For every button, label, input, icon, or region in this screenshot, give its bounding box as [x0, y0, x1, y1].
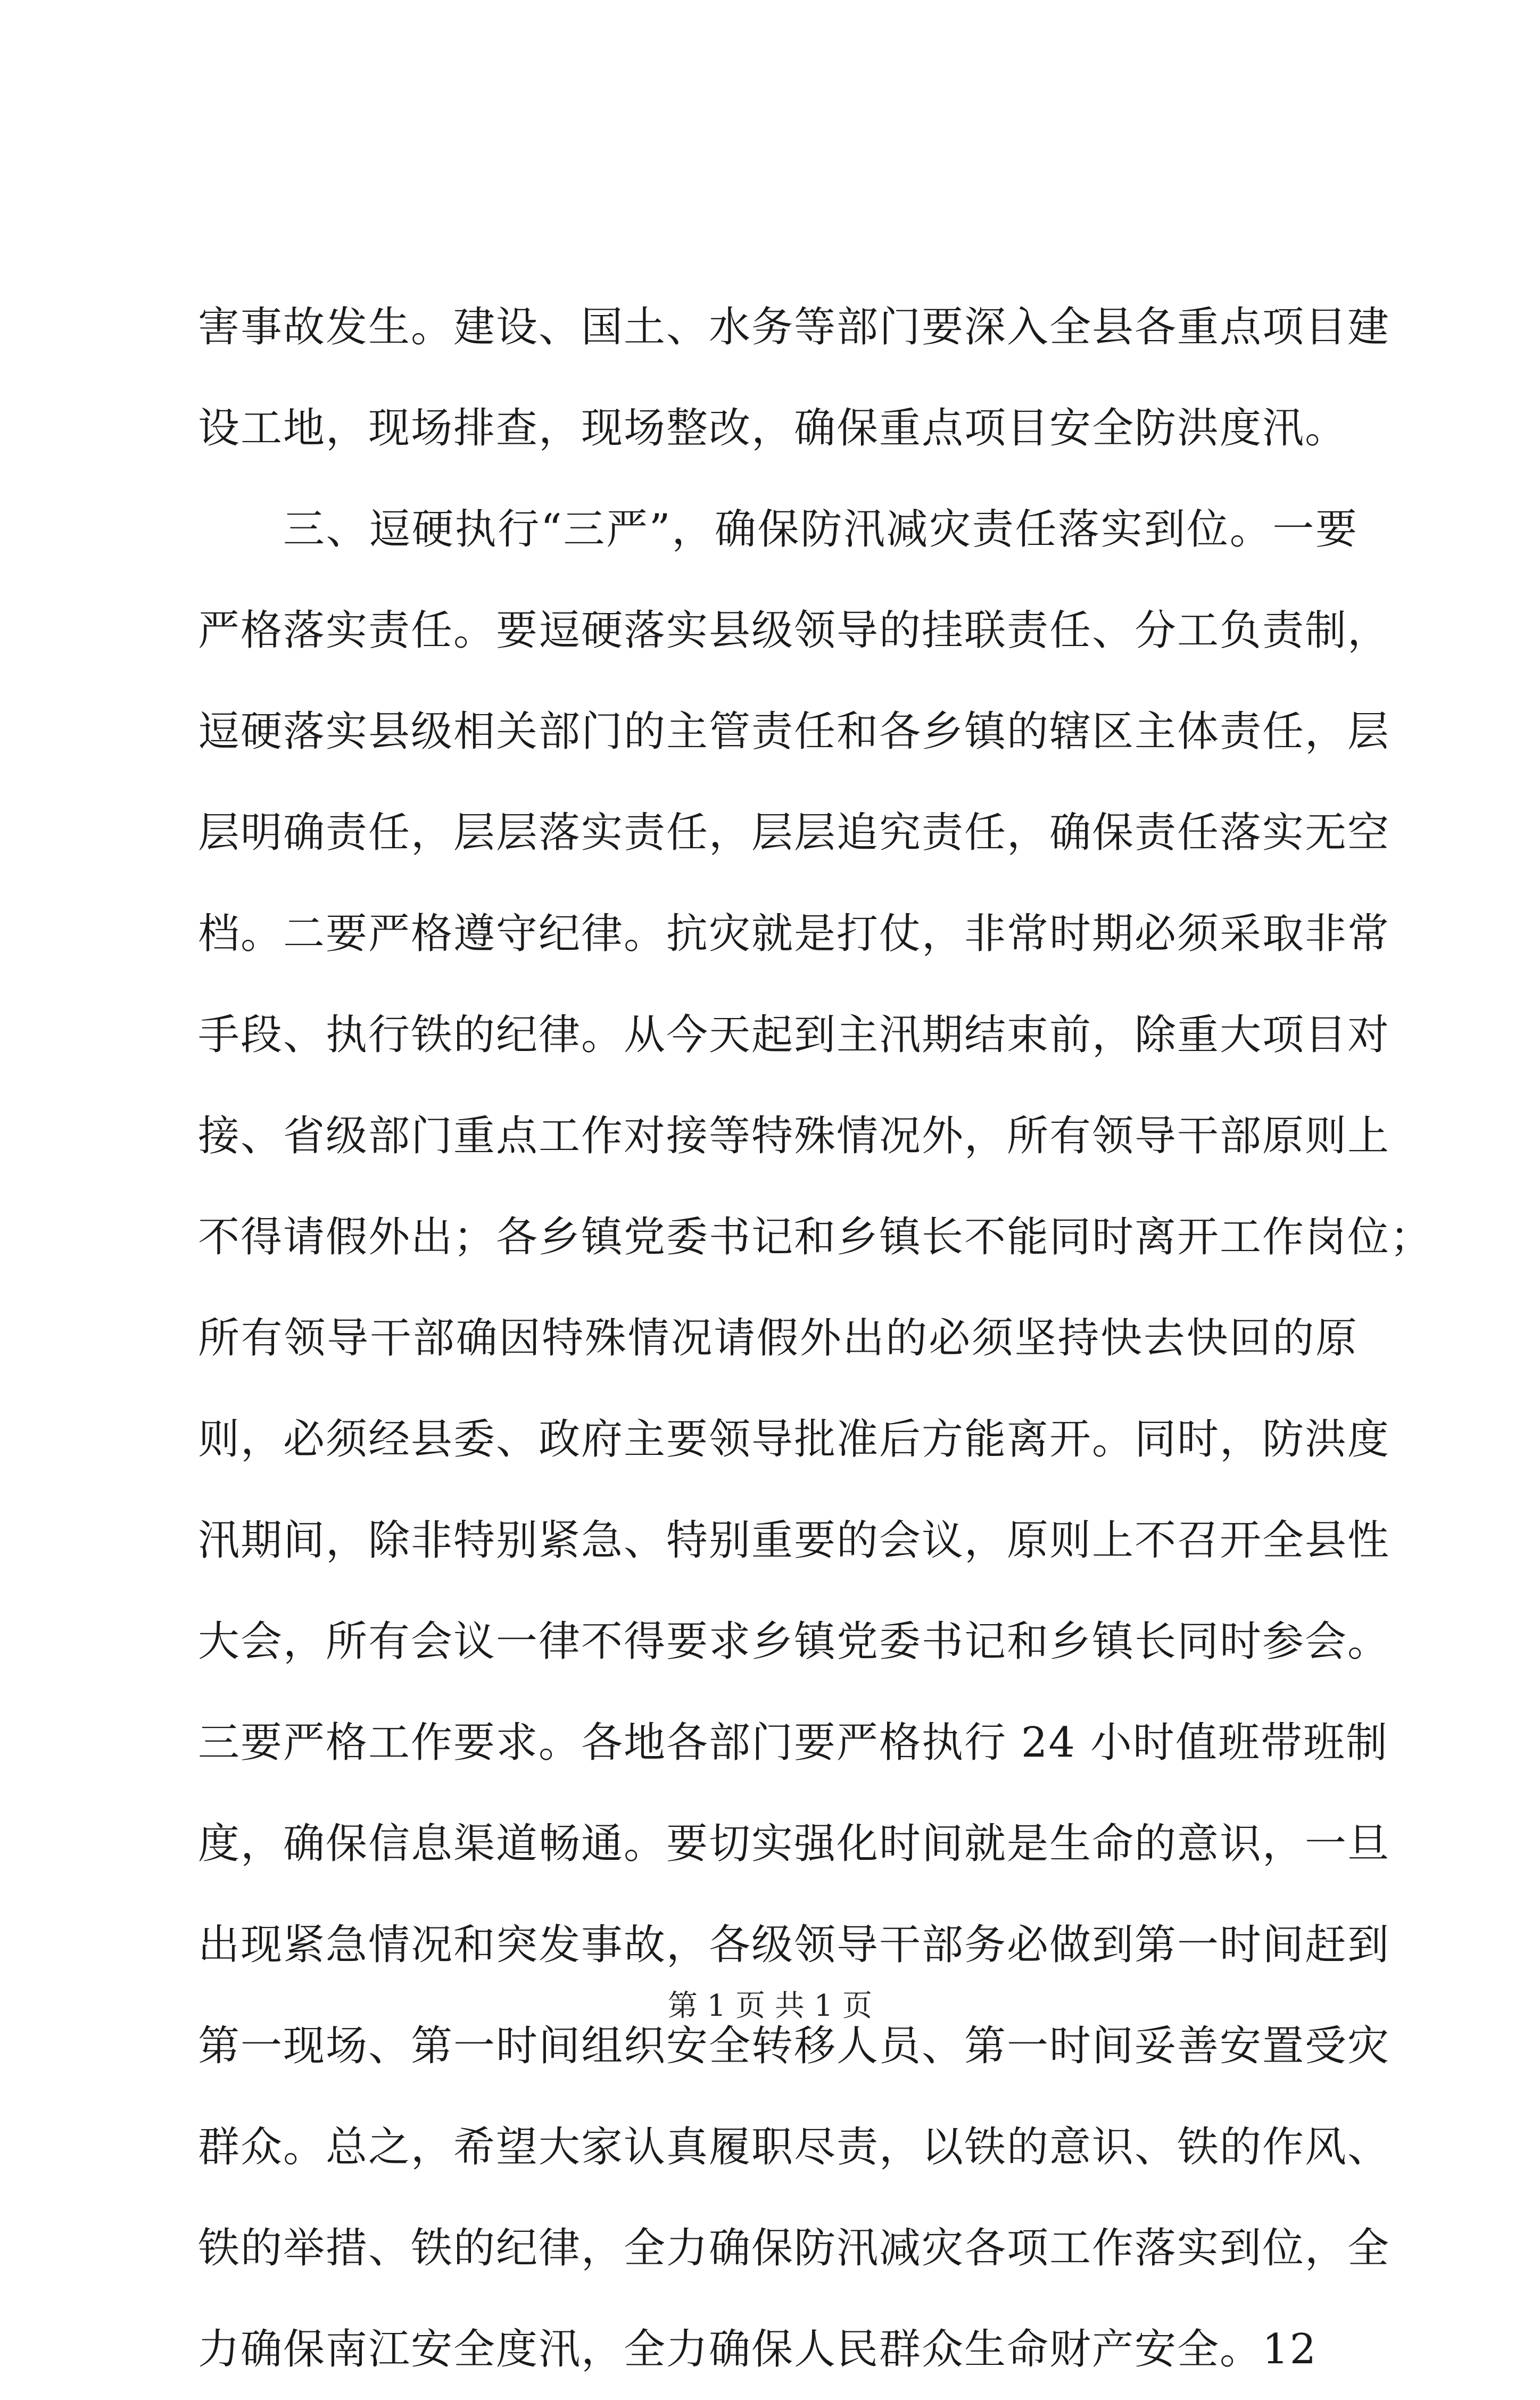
- text-line: 层明确责任，层层落实责任，层层追究责任，确保责任落实无空: [198, 809, 1390, 857]
- text-line: 接、省级部门重点工作对接等特殊情况外，所有领导干部原则上: [198, 1112, 1390, 1160]
- text-line: 三要严格工作要求。各地各部门要严格执行 24 小时值班带班制: [198, 1719, 1388, 1767]
- text-line: 群众。总之，希望大家认真履职尽责，以铁的意识、铁的作风、: [198, 2123, 1390, 2171]
- page-number-label: 第 1 页 共 1 页: [667, 1989, 873, 2023]
- text-line: 设工地，现场排查，现场整改，确保重点项目安全防洪度汛。: [198, 404, 1348, 452]
- text-line: 所有领导干部确因特殊情况请假外出的必须坚持快去快回的原: [198, 1314, 1358, 1362]
- text-line: 手段、执行铁的纪律。从今天起到主汛期结束前，除重大项目对: [198, 1011, 1390, 1059]
- text-line: 害事故发生。建设、国土、水务等部门要深入全县各重点项目建: [198, 303, 1390, 351]
- text-line: 大会，所有会议一律不得要求乡镇党委书记和乡镇长同时参会。: [198, 1618, 1390, 1666]
- text-line: 铁的举措、铁的纪律，全力确保防汛减灾各项工作落实到位，全: [198, 2224, 1390, 2272]
- text-line: 汛期间，除非特别紧急、特别重要的会议，原则上不召开全县性: [198, 1517, 1390, 1565]
- text-line: 严格落实责任。要逗硬落实县级领导的挂联责任、分工负责制，: [198, 607, 1390, 655]
- text-line: 档。二要严格遵守纪律。抗灾就是打仗，非常时期必须采取非常: [198, 910, 1390, 958]
- text-line: 力确保南江安全度汛，全力确保人民群众生命财产安全。12: [198, 2325, 1318, 2373]
- text-line: 则，必须经县委、政府主要领导批准后方能离开。同时，防洪度: [198, 1416, 1390, 1463]
- text-line: 逗硬落实县级相关部门的主管责任和各乡镇的辖区主体责任，层: [198, 708, 1390, 756]
- body-text: [198, 277, 1433, 2400]
- paragraph-start-line: 三、逗硬执行“三严”，确保防汛减灾责任落实到位。一要: [283, 506, 1358, 553]
- text-line: 不得请假外出；各乡镇党委书记和乡镇长不能同时离开工作岗位；: [198, 1213, 1433, 1261]
- text-line: 出现紧急情况和突发事故，各级领导干部务必做到第一时间赶到: [198, 1921, 1390, 1969]
- text-line: 度，确保信息渠道畅通。要切实强化时间就是生命的意识，一旦: [198, 1820, 1390, 1868]
- text-line: 第一现场、第一时间组织安全转移人员、第一时间妥善安置受灾: [198, 2022, 1390, 2070]
- page-footer: [0, 1985, 1540, 2027]
